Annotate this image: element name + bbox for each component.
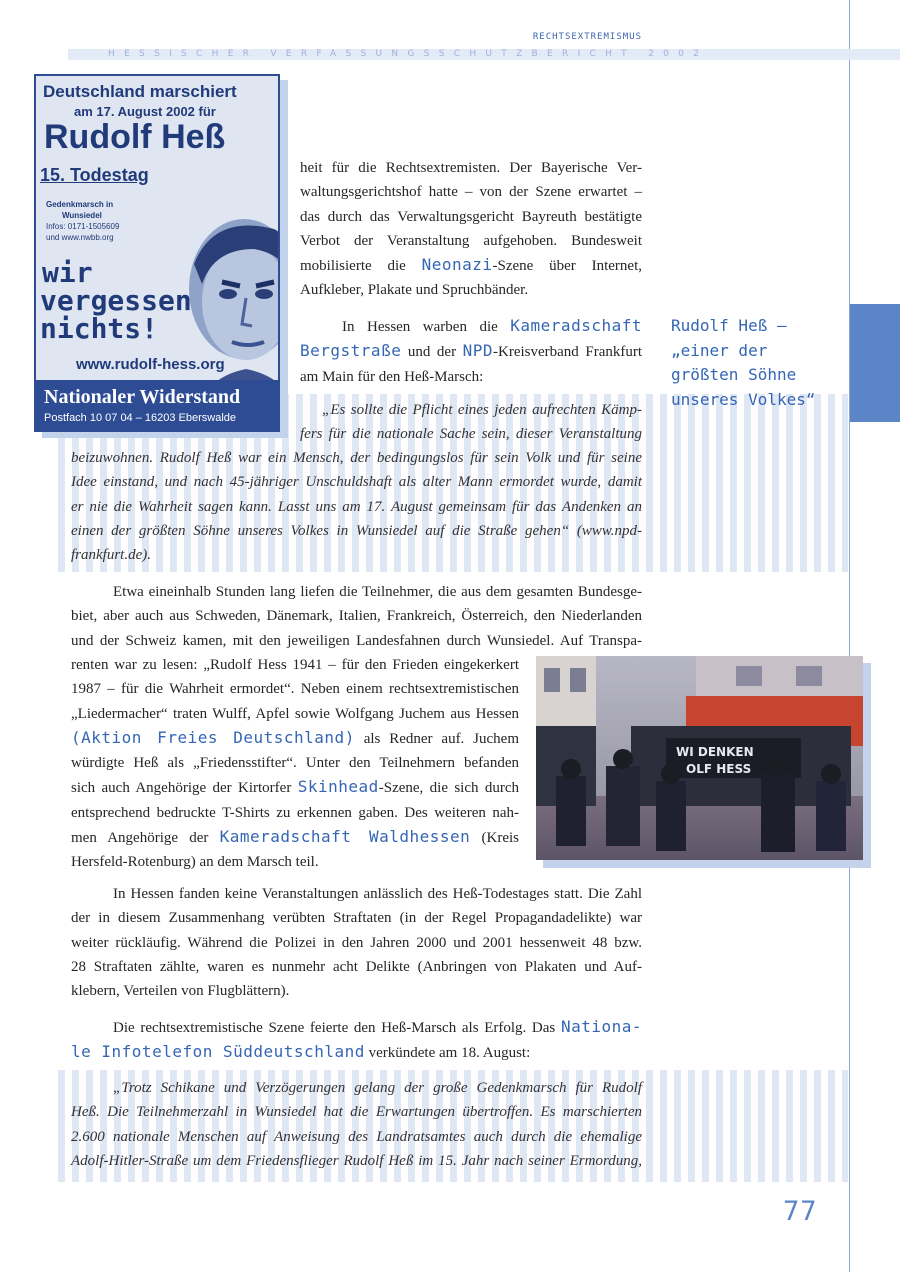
- text-span: -Szene, die sich durch: [378, 780, 520, 797]
- block-quote: [71, 1076, 642, 1173]
- quote-line: 2.600 nationale Menschen auf Anweisung des Landratsamtes auch durch die ehemalige: [71, 1128, 642, 1145]
- text-span: men Angehörige der: [71, 830, 220, 847]
- text-line: „Liedermacher“ traten Wulff, Apfel sowie Wolfgang Juchem aus Hessen: [71, 705, 519, 722]
- right-margin-rule: [849, 0, 850, 1272]
- block-quote: [300, 398, 642, 447]
- organisation-highlight: Skinhead: [297, 777, 379, 797]
- text-line: heit für die Rechtsextremisten. Der Bayerische Ver-: [300, 160, 642, 176]
- text-line: [71, 726, 519, 751]
- text-span: als Redner auf. Juchem: [354, 730, 519, 747]
- text-line: Aufkleber, Plakate und Spruchbänder.: [300, 282, 529, 299]
- text-line: 1987 – für die Wahrheit ermordet“. Neben einem rechtsextremistischen: [71, 681, 519, 698]
- text-line: biet, aber auch aus Schweden, Dänemark, Italien, Frankreich, Österreich, den Niederlanden: [71, 608, 642, 625]
- paragraph: [71, 882, 642, 1003]
- text-line: waltungsgerichtshof hatte – von der Szene erwartet –: [300, 184, 642, 201]
- block-quote: [71, 446, 642, 567]
- pull-quote-line: unseres Volkes“: [671, 389, 816, 409]
- poster-headline: Deutschland marschiert: [43, 82, 237, 101]
- pull-quote-line: „einer der: [671, 340, 768, 360]
- organisation-highlight: Neonazi: [421, 255, 493, 275]
- paragraph: [300, 156, 642, 303]
- page-number: 77: [783, 1196, 818, 1227]
- text-line: Verbot der Veranstaltung aufgehoben. Bundesweit: [300, 232, 642, 249]
- text-line: [71, 1040, 642, 1065]
- text-line: [71, 775, 519, 800]
- pull-quote: [671, 314, 851, 412]
- text-span: sich auch Angehörige der Kirtorfer: [71, 780, 298, 797]
- poster-info: Gedenkmarsch in: [46, 200, 114, 209]
- pull-quote-line: Rudolf Heß –: [671, 316, 787, 335]
- poster-anniversary: 15. Todestag: [40, 165, 149, 185]
- paragraph: [300, 314, 642, 389]
- quote-line: frankfurt.de).: [71, 547, 151, 564]
- organisation-highlight: Kameradschaft Bergstraße: [300, 316, 642, 361]
- quote-line: fers für die nationale Sache sein, dieser Veranstaltung: [300, 426, 642, 443]
- banner-text: WI DENKEN: [676, 745, 754, 759]
- text-span: -Kreisverband Frankfurt am Main für den Heß-Marsch:: [300, 344, 643, 385]
- march-photo-image: [536, 656, 863, 860]
- organisation-highlight: NPD: [462, 341, 494, 361]
- text-span: Die rechtsextremistische Szene feierte den Heß-Marsch als Erfolg. Das: [113, 1020, 561, 1036]
- pull-quote-line: größten Söhne: [671, 365, 797, 384]
- text-line: Etwa eineinhalb Stunden lang liefen die Teilnehmer, die aus dem gesamten Bundesge-: [113, 584, 642, 600]
- organisation-highlight: le Infotelefon Süddeutschland: [71, 1042, 365, 1062]
- quote-line: „Trotz Schikane und Verzögerungen gelang der große Gedenkmarsch für Rudolf: [113, 1080, 642, 1096]
- quote-line: beizuwohnen. Rudolf Heß war ein Mensch, der bedingungslos für sein Volk und für seine: [71, 450, 642, 466]
- quote-line: „Es sollte die Pflicht eines jeden aufrechten Kämp-: [322, 402, 642, 418]
- text-span: In Hessen warben die: [342, 319, 511, 335]
- poster-info: und www.nwbb.org: [46, 233, 114, 242]
- organisation-highlight: Nationa-: [560, 1017, 642, 1036]
- poster-date: am 17. August 2002 für: [74, 104, 216, 119]
- text-line: renten war zu lesen: „Rudolf Hess 1941 – für den Frieden eingekerkert: [71, 657, 519, 673]
- quote-line: einen der größten Söhne unseres Volkes in Wunsiedel auf die Straße gehen“ (www.npd-: [71, 522, 642, 539]
- text-line: würdigte Heß als „Friedensstifter“. Unter den Teilnehmern befanden: [71, 755, 519, 772]
- poster-footer: [36, 380, 278, 430]
- text-line: und der Schweiz kamen, mit den jeweiligen Landesfahnen durch Wunsiedel. Auf Transpa-: [71, 632, 642, 649]
- organisation-highlight: Kameradschaft Waldhessen: [219, 827, 471, 847]
- quote-line: Idee einstand, und nach 45-jähriger Unschuldshaft als alter Mann ermordet wurde, damit: [71, 474, 642, 491]
- text-span: (Kreis: [470, 830, 519, 847]
- paragraph: [71, 580, 642, 653]
- poster-name: Rudolf Heß: [44, 118, 226, 156]
- text-span: verkündete am 18. August:: [364, 1045, 531, 1062]
- poster-info: Infos: 0171-1505609: [46, 222, 120, 231]
- text-line: 28 Straftaten zählte, waren es nunmehr acht Delikte (Anbringen von Plakaten und Auf-: [71, 958, 642, 975]
- text-span: mobilisierte die: [300, 258, 422, 275]
- poster-address: Postfach 10 07 04 – 16203 Eberswalde: [44, 412, 237, 424]
- quote-line: Heß. Die Teilnehmerzahl in Wunsiedel hat die Erwartungen übertroffen. Es marschierten: [71, 1104, 642, 1121]
- text-span: und der: [401, 344, 463, 361]
- text-line: [71, 1015, 642, 1040]
- text-line: klebern, Verteilen von Flugblättern).: [71, 983, 290, 1000]
- text-line: der in diesem Zusammenhang verübten Straftaten (in der Regel Propagandadelikte) war: [71, 910, 642, 927]
- paragraph: [71, 1015, 642, 1066]
- text-line: das durch das Verwaltungsgericht Bayreuth bestätigte: [300, 208, 642, 225]
- quote-line: Adolf-Hitler-Straße um dem Friedensflieger Rudolf Heß im 15. Jahr nach seiner Ermordung,: [71, 1152, 642, 1169]
- chapter-side-tab: [850, 304, 900, 422]
- text-line: [71, 825, 519, 850]
- section-heading: RECHTSEXTREMISMUS: [532, 32, 642, 42]
- poster-info: Wunsiedel: [62, 211, 102, 220]
- text-span: -Szene über Internet,: [492, 258, 642, 275]
- poster-slogan: nichts!: [40, 312, 159, 345]
- organisation-highlight: (Aktion Freies Deutschland): [71, 727, 355, 747]
- text-line: [300, 253, 642, 278]
- text-line: In Hessen fanden keine Veranstaltungen anlässlich des Heß-Todestages statt. Die Zahl: [113, 886, 642, 902]
- poster-organisation: Nationaler Widerstand: [44, 386, 241, 408]
- march-photo: [536, 656, 863, 860]
- poster-slogan: vergessen: [40, 284, 192, 317]
- banner-text: OLF HESS: [686, 762, 752, 776]
- propaganda-poster: [34, 74, 280, 432]
- quote-line: er nie die Wahrheit sagen kann. Lasst uns am 17. August gemeinsam für das Andenken an: [71, 498, 642, 515]
- report-title: HESSISCHER VERFASSUNGSSCHUTZBERICHT 2002: [108, 49, 709, 59]
- poster-url: www.rudolf-hess.org: [76, 356, 225, 373]
- poster-slogan: wir: [42, 256, 93, 289]
- text-line: entsprechend bedruckte T-Shirts zu erkennen gaben. Des weiteren nah-: [71, 804, 519, 821]
- text-line: weiter rückläufig. Während die Polizei in den Jahren 2000 und 2001 hessenweit 48 bzw.: [71, 934, 642, 951]
- paragraph: [71, 653, 519, 875]
- text-line: Hersfeld-Rotenburg) an dem Marsch teil.: [71, 854, 319, 871]
